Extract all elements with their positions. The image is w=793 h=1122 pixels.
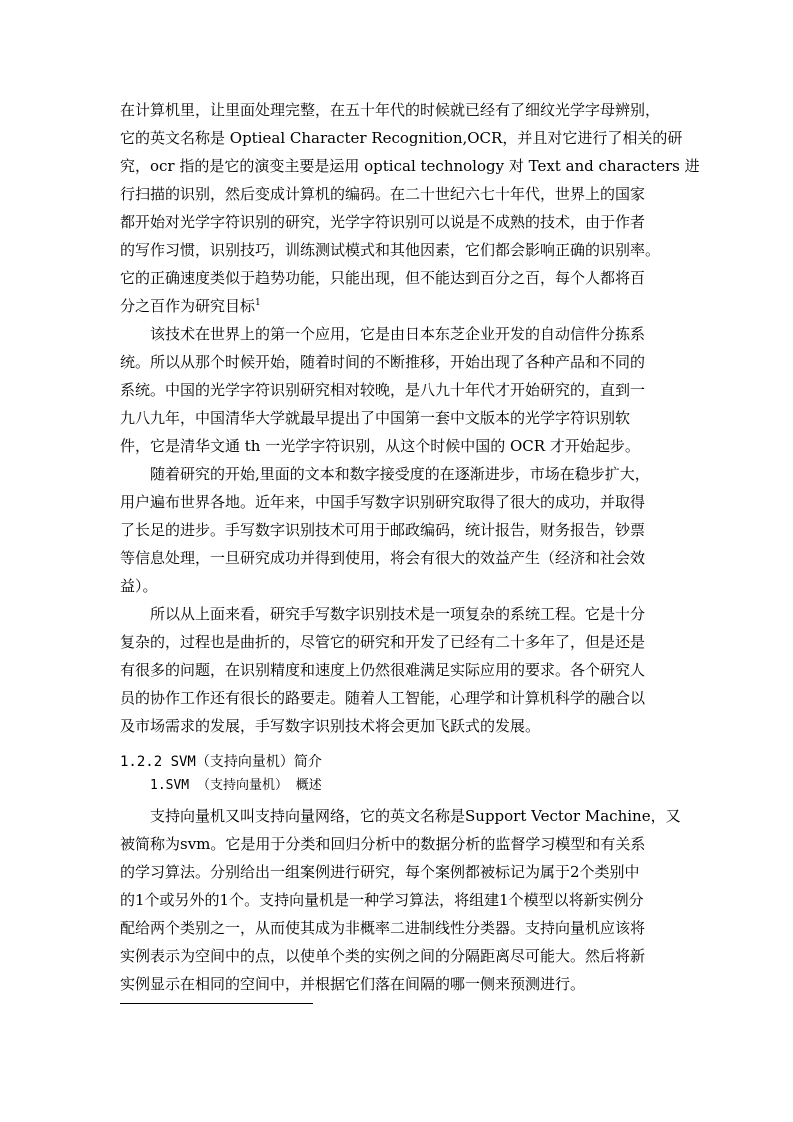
text-line: 实例显示在相同的空间中，并根据它们落在间隔的哪一侧来预测进行。	[120, 975, 586, 993]
text-line: 被简称为svm。它是用于分类和回归分析中的数据分析的监督学习模型和有关系	[120, 835, 646, 853]
text-line: 实例表示为空间中的点，以使单个类的实例之间的分隔距离尽可能大。然后将新	[120, 947, 646, 965]
text-line	[120, 292, 680, 320]
text-line: 有很多的问题，在识别精度和速度上仍然很难满足实际应用的要求。各个研究人	[120, 661, 646, 679]
footnote-reference[interactable]: 1	[255, 298, 261, 308]
text-line: 支持向量机又叫支持向量网络，它的英文名称是Support Vector Machine，又	[150, 807, 681, 825]
text-line: 都开始对光学字符识别的研究，光学字符识别可以说是不成熟的技术，由于作者	[120, 213, 646, 231]
paragraph-ocr-application	[120, 320, 680, 460]
text-line: 该技术在世界上的第一个应用，它是由日本东芝企业开发的自动信件分拣系	[150, 325, 646, 343]
text-line: 的1个或另外的1个。支持向量机是一种学习算法，将组建1个模型以将新实例分	[120, 891, 644, 909]
paragraph-ocr-progress	[120, 460, 680, 600]
text-line: 统。所以从那个时候开始，随着时间的不断推移，开始出现了各种产品和不同的	[120, 353, 646, 371]
text-line: 系统。中国的光学字符识别研究相对较晚，是八九十年代才开始研究的，直到一	[120, 381, 646, 399]
text-line: 及市场需求的发展，手写数字识别技术将会更加飞跃式的发展。	[120, 717, 541, 735]
text-line: 配给两个类别之一，从而使其成为非概率二进制线性分类器。支持向量机应该将	[120, 919, 646, 937]
subsection-heading: 1.SVM （支持向量机） 概述	[150, 778, 322, 793]
text-line: 益）。	[120, 577, 158, 595]
text-line: 了长足的进步。手写数字识别技术可用于邮政编码，统计报告，财务报告，钞票	[120, 521, 646, 539]
text-line: 用户遍布世界各地。近年来，中国手写数字识别研究取得了很大的成功，并取得	[120, 493, 646, 511]
section-heading: 1.2.2 SVM（支持向量机）简介	[120, 754, 322, 770]
text-line: 行扫描的识别，然后变成计算机的编码。在二十世纪六七十年代，世界上的国家	[120, 185, 646, 203]
text-line: 九八九年，中国清华大学就最早提出了中国第一套中文版本的光学字符识别软	[120, 409, 631, 427]
text-line: 等信息处理，一旦研究成功并得到使用，将会有很大的效益产生（经济和社会效	[120, 549, 646, 567]
text-line: 员的协作工作还有很长的路要走。随着人工智能，心理学和计算机科学的融合以	[120, 689, 646, 707]
text-line: 究，ocr 指的是它的演变主要是运用 optical technology 对 Text and characters 进	[120, 157, 700, 175]
paragraph-ocr-history	[120, 96, 700, 320]
paragraph-svm-overview	[120, 802, 680, 998]
text-line: 的写作习惯，识别技巧，训练测试模式和其他因素，它们都会影响正确的识别率。	[120, 241, 661, 259]
text-line: 的学习算法。分别给出一组案例进行研究，每个案例都被标记为属于2个类别中	[120, 863, 640, 881]
text-line: 复杂的，过程也是曲折的，尽管它的研究和开发了已经有二十多年了，但是还是	[120, 633, 646, 651]
text-line: 件，它是清华文通 th 一光学字符识别，从这个时候中国的 OCR 才开始起步。	[120, 437, 640, 455]
text-line: 它的英文名称是 Optieal Character Recognition,OCR，并且对它进行了相关的研	[120, 129, 683, 147]
text-line: 所以从上面来看，研究手写数字识别技术是一项复杂的系统工程。它是十分	[150, 605, 646, 623]
text-line-content: 分之百作为研究目标	[120, 297, 256, 315]
paragraph-ocr-complexity	[120, 600, 680, 740]
text-line: 在计算机里，让里面处理完整，在五十年代的时候就已经有了细纹光学字母辨别，	[120, 101, 661, 119]
text-line: 随着研究的开始,里面的文本和数字接受度的在逐渐进步，市场在稳步扩大，	[150, 465, 650, 483]
footnote-separator	[120, 1003, 313, 1004]
text-line: 它的正确速度类似于趋势功能，只能出现，但不能达到百分之百，每个人都将百	[120, 269, 646, 287]
